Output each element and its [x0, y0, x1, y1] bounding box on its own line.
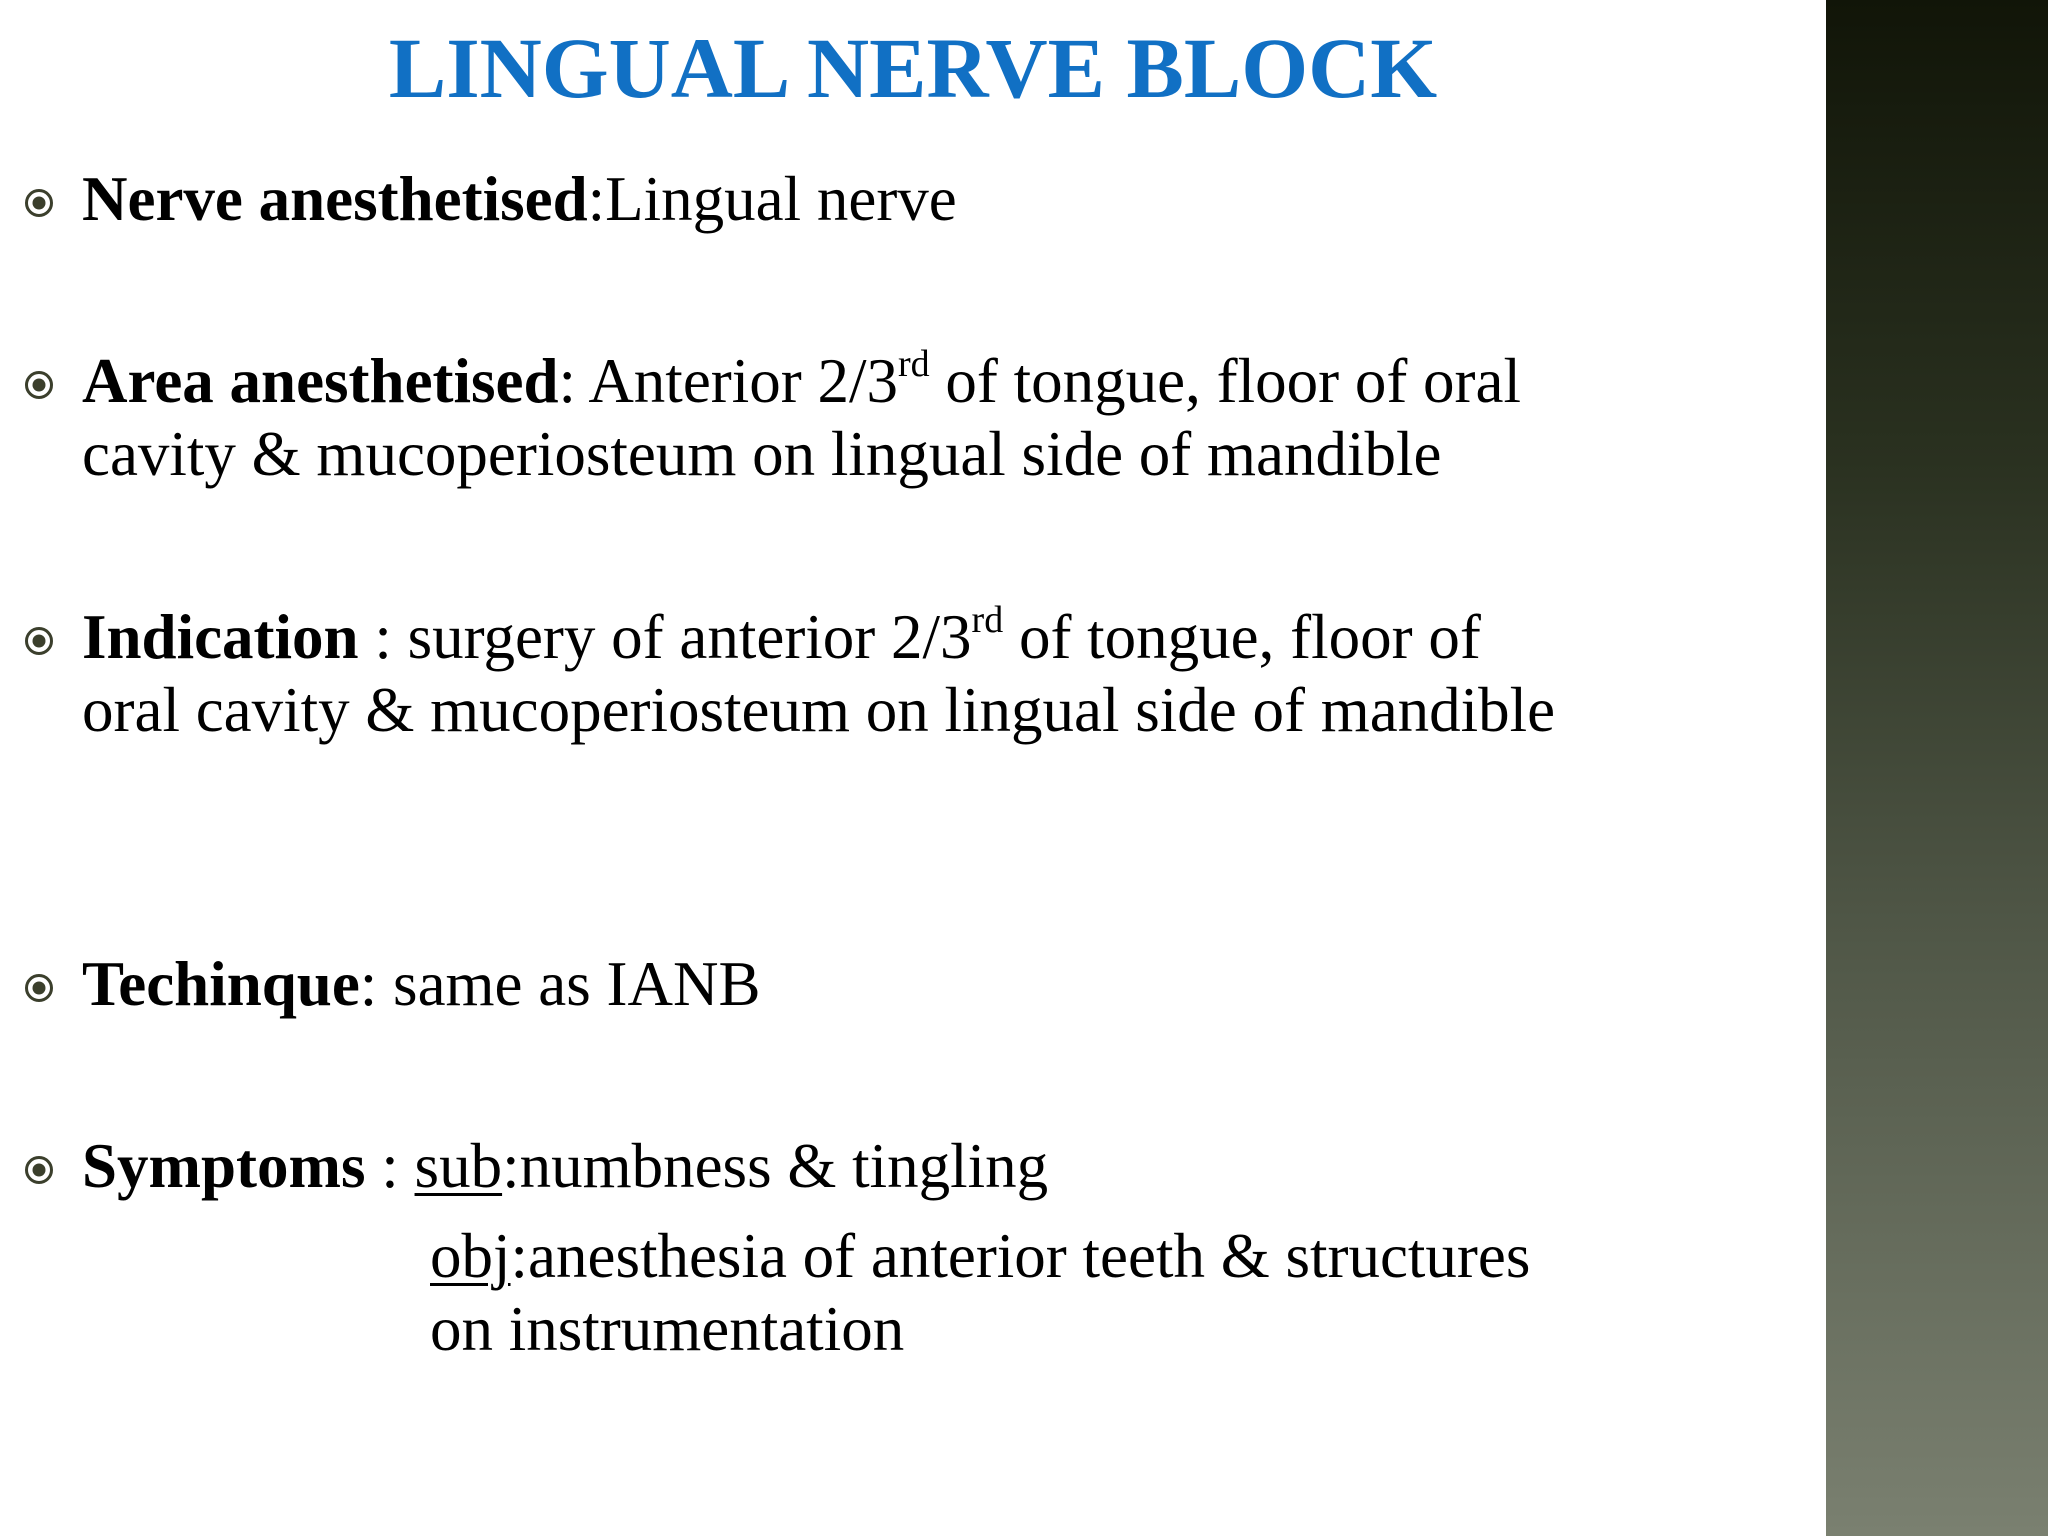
superscript-ordinal: rd [898, 343, 930, 385]
objective-label: obj [430, 1221, 511, 1291]
bullet-value-line2: oral cavity & mucoperiosteum on lingual side of mandible [82, 675, 1556, 745]
bullet-text [82, 601, 1782, 747]
subjective-text: :numbness & tingling [502, 1131, 1049, 1201]
circle-bullet-icon [24, 1155, 54, 1185]
bullet-value-line2: cavity & mucoperiosteum on lingual side of mandible [82, 419, 1442, 489]
superscript-ordinal: rd [971, 599, 1004, 641]
objective-text: :anesthesia of anterior teeth & structures [510, 1221, 1531, 1291]
bullet-text [82, 1130, 1782, 1203]
bullet-value: Lingual nerve [605, 164, 957, 234]
bullet-text [82, 948, 1782, 1021]
bullet-label: Nerve anesthetised [82, 164, 588, 234]
bullet-label: Indication [82, 602, 359, 672]
bullet-value: surgery of anterior 2/3 [407, 602, 972, 672]
bullet-text [82, 345, 1782, 491]
circle-bullet-icon [24, 973, 54, 1003]
bullet-value-continued: of tongue, floor of oral [929, 346, 1521, 416]
bullet-text [82, 163, 1782, 236]
symptoms-objective [430, 1220, 1730, 1366]
bullet-separator: : [558, 346, 589, 416]
decorative-sidebar [1826, 0, 2048, 1536]
bullet-label: Area anesthetised [82, 346, 559, 416]
bullet-separator: : [358, 602, 408, 672]
circle-bullet-icon [24, 626, 54, 656]
bullet-separator: : [365, 1131, 415, 1201]
slide-title: LINGUAL NERVE BLOCK [388, 20, 1438, 116]
bullet-separator: : [587, 164, 606, 234]
objective-text-line2: on instrumentation [430, 1294, 905, 1364]
bullet-label: Techinque [82, 949, 360, 1019]
bullet-label: Symptoms [82, 1131, 366, 1201]
bullet-separator: : [359, 949, 394, 1019]
subjective-label: sub [414, 1131, 503, 1201]
bullet-value: Anterior 2/3 [588, 346, 898, 416]
circle-bullet-icon [24, 188, 54, 218]
circle-bullet-icon [24, 370, 54, 400]
bullet-value-continued: of tongue, floor of [1003, 602, 1481, 672]
bullet-value: same as IANB [393, 949, 761, 1019]
